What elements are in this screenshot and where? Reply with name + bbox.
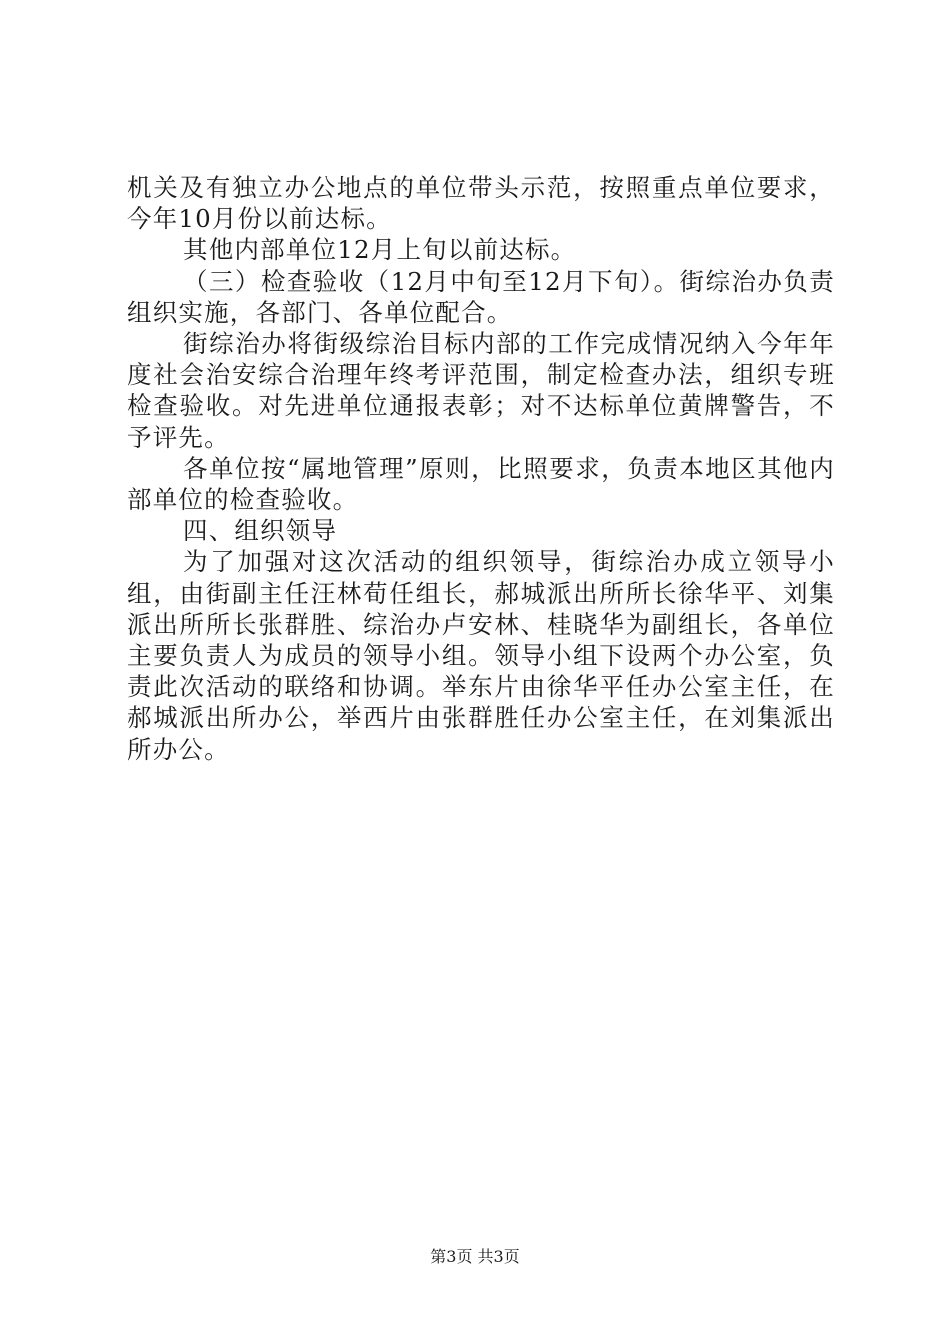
section-heading: 四、组织领导 bbox=[183, 516, 338, 546]
document-body bbox=[127, 172, 835, 765]
paragraph-1: 机关及有独立办公地点的单位带头示范，按照重点单位要求，今年10月份以前达标。 bbox=[127, 173, 835, 234]
paragraph-7: 为了加强对这次活动的组织领导，街综治办成立领导小组，由街副主任汪林荀任组长，郝城派出所所长徐华平、刘集派出所所长张群胜、综治办卢安林、桂晓华为副组长，各单位主要负责人为成员的领导小组。领导小组下设两个办公室，负责此次活动的联络和协调。举东片由徐华平任办公室主任，在郝城派出所办公，举西片由张群胜任办公室主任，在刘集派出所办公。 bbox=[127, 547, 835, 764]
page-footer: 第3页 共3页 bbox=[430, 1247, 520, 1266]
paragraph-4: 街综治办将街级综治目标内部的工作完成情况纳入今年年度社会治安综合治理年终考评范围，制定检查办法，组织专班检查验收。对先进单位通报表彰；对不达标单位黄牌警告，不予评先。 bbox=[127, 329, 835, 452]
paragraph-2: 其他内部单位12月上旬以前达标。 bbox=[183, 235, 577, 265]
paragraph-3: （三）检查验收（12月中旬至12月下旬）。街综治办负责组织实施，各部门、各单位配合。 bbox=[127, 266, 835, 327]
paragraph-5: 各单位按“属地管理”原则，比照要求，负责本地区其他内部单位的检查验收。 bbox=[127, 453, 835, 515]
